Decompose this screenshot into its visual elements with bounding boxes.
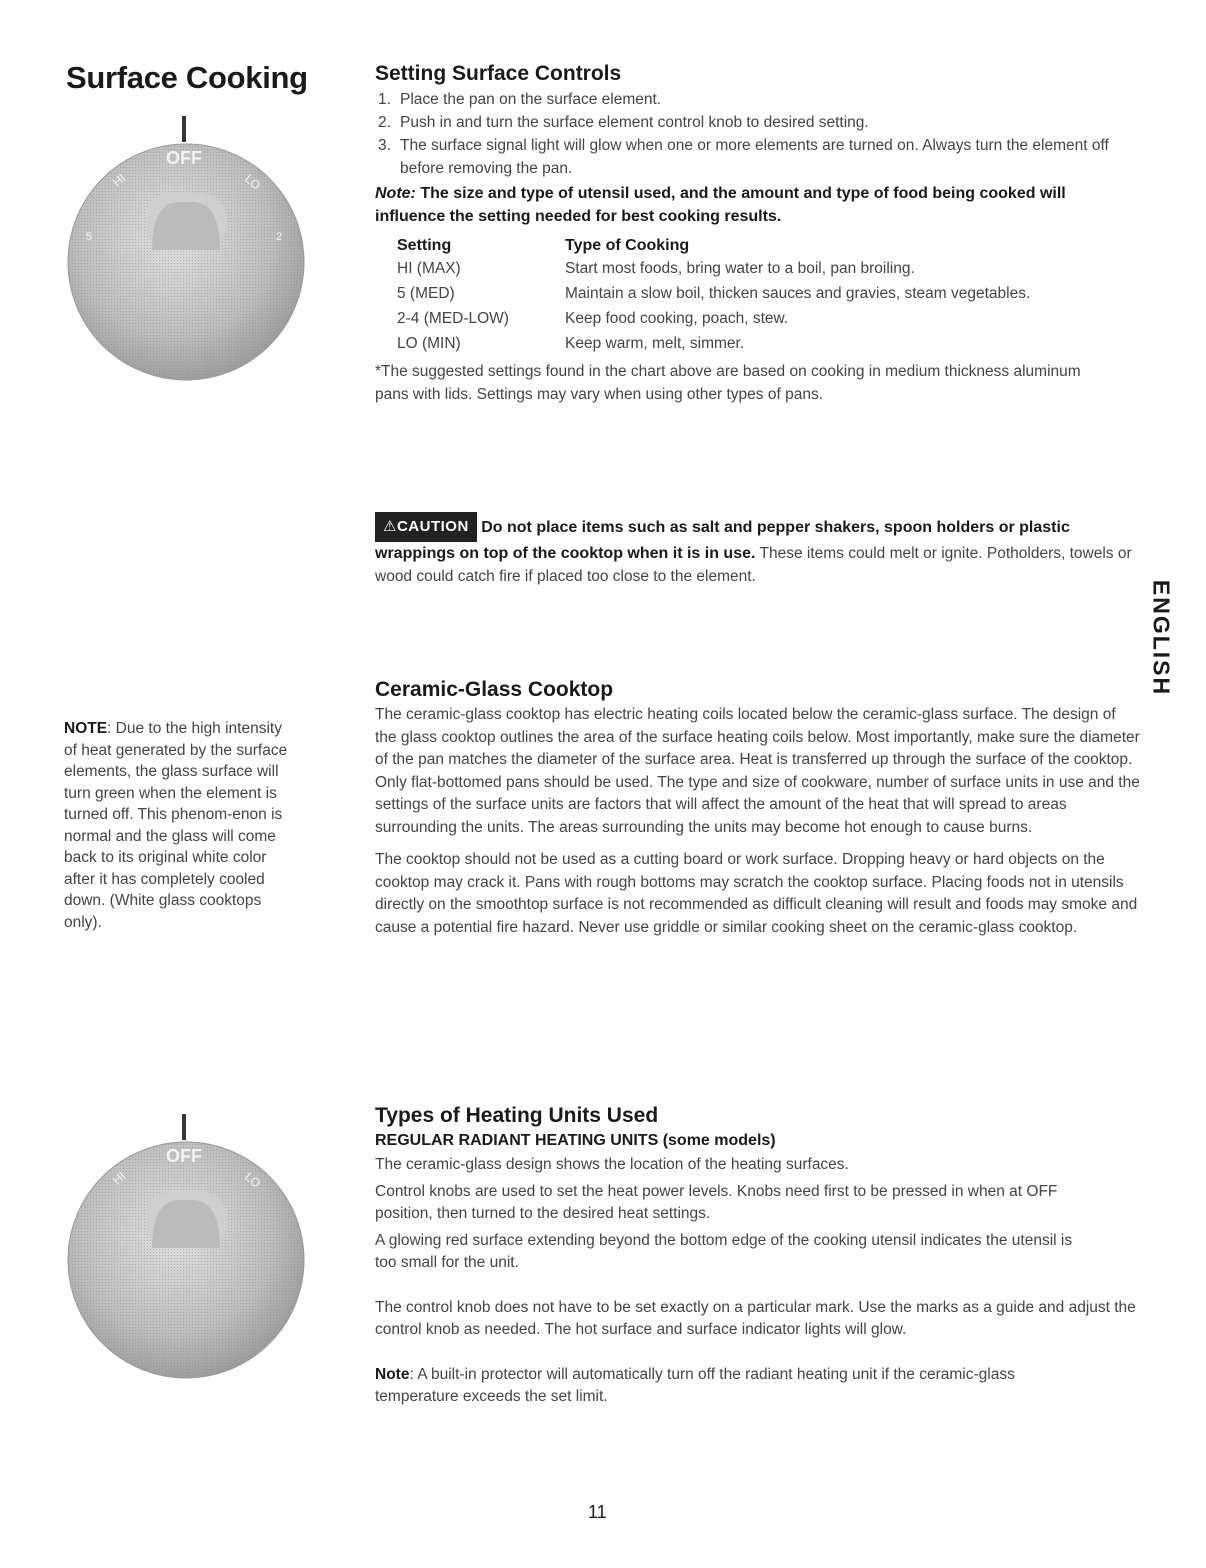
svg-text:HI: HI [109, 1168, 129, 1188]
heating-units-subheading: REGULAR RADIANT HEATING UNITS (some models) [375, 1132, 776, 1149]
caution-text: These items could melt or ignite. Potholders, towels or wood could catch fire if placed too close to the element. [375, 544, 1132, 585]
page-title: Surface Cooking [66, 60, 308, 95]
heating-paragraph-4: The control knob does not have to be set exactly on a particular mark. Use the marks as a guide and adjust the control knob as needed. The hot surface and surface indicator lights will glow. [375, 1298, 1136, 1338]
table-row: 2-4 (MED-LOW) Keep food cooking, poach, stew. [397, 310, 789, 327]
control-knob-illustration [62, 112, 322, 386]
side-note-text: : Due to the high intensity of heat generated by the surface elements, the glass surface will turn green when the element is turned off. This phenom-enon is normal and the glass will come back to its original white color after it has completely cooled down. (White glass cooktops only). [64, 720, 288, 931]
side-note [64, 718, 296, 933]
setting-surface-controls-section [375, 62, 1140, 406]
settings-footnote: *The suggested settings found in the chart above are based on cooking in medium thickness aluminum pans with lids. Settings may vary when using other types of pans. [375, 363, 1081, 403]
settings-note: Note: The size and type of utensil used, and the amount and type of food being cooked will influence the setting needed for best cooking results. [375, 185, 1066, 225]
svg-text:LO: LO [242, 171, 264, 193]
svg-text:LO: LO [242, 1169, 264, 1191]
heating-units-heading: Types of Heating Units Used [375, 1104, 659, 1127]
setting-surface-controls-heading: Setting Surface Controls [375, 62, 622, 85]
heating-units-section [375, 1104, 1140, 1409]
control-knob-illustration-2 [62, 1110, 322, 1384]
ceramic-glass-heading: Ceramic-Glass Cooktop [375, 678, 614, 701]
ceramic-paragraph-2: The cooktop should not be used as a cutting board or work surface. Dropping heavy or hard objects on the cooktop may crack it. Pans with rough bottoms may scratch the cooktop surface. Placing foods not in utensils directly on the smoothtop surface is not recommended as difficult cleaning will result and foods may smoke and cause a potential fire hazard. Never use griddle or similar cooking sheet on the ceramic-glass cooktop. [375, 851, 1138, 936]
page-number: 11 [588, 1502, 607, 1522]
table-row: HI (MAX) Start most foods, bring water to a boil, pan broiling. [397, 260, 915, 277]
table-row: 5 (MED) Maintain a slow boil, thicken sauces and gravies, steam vegetables. [397, 285, 1031, 302]
list-item: 3. The surface signal light will glow when one or more elements are turned on. Always turn the element off before removing the pan. [378, 137, 1109, 177]
svg-text:2: 2 [276, 231, 283, 243]
ceramic-glass-section [375, 678, 1140, 939]
caution-badge: ⚠CAUTION [375, 512, 477, 542]
heating-paragraph-2: Control knobs are used to set the heat power levels. Knobs need first to be pressed in when at OFF position, then turned to the desired heat settings. [375, 1182, 1058, 1222]
steps-list [375, 88, 1140, 180]
caution-block [375, 512, 1135, 589]
svg-text:5: 5 [86, 231, 93, 243]
heating-note: Note: A built-in protector will automatically turn off the radiant heating unit if the ceramic-glass temperature exceeds the set limit. [375, 1365, 1015, 1405]
table-row: LO (MIN) Keep warm, melt, simmer. [397, 335, 745, 352]
knob-off-label: OFF [166, 1146, 202, 1166]
knob-off-label: OFF [166, 148, 202, 168]
heating-paragraph-1: The ceramic-glass design shows the location of the heating surfaces. [375, 1156, 849, 1173]
caution-bold-text: Do not place items such as salt and pepper shakers, spoon holders or plastic wrappings on top of the cooktop when it is in use. [375, 519, 1070, 562]
note-label: Note: [375, 185, 416, 202]
table-header-row: Setting Type of Cooking [397, 237, 690, 254]
ceramic-paragraph-1: The ceramic-glass cooktop has electric heating coils located below the ceramic-glass surface. The design of the glass cooktop outlines the area of the surface heating coils below. Most importantly, make sure the diameter of the pan matches the diameter of the surface area. Heat is transferred up through the surface of the cooktop. Only flat-bottomed pans should be used. The type and size of cookware, number of surface units in use and the settings of the surface units are factors that will affect the amount of the heat that will spread to areas surrounding the units. The areas surrounding the units may become hot enough to cause burns. [375, 706, 1140, 836]
heating-note-label: Note [375, 1365, 410, 1383]
svg-text:HI: HI [109, 170, 129, 190]
language-side-tab: ENGLISH [1148, 579, 1175, 696]
list-item: 1. Place the pan on the surface element. [378, 91, 662, 108]
heating-paragraph-3: A glowing red surface extending beyond the bottom edge of the cooking utensil indicates the utensil is too small for the unit. [375, 1231, 1073, 1271]
list-item: 2. Push in and turn the surface element control knob to desired setting. [378, 114, 869, 131]
side-note-label: NOTE [64, 720, 108, 737]
settings-table [397, 234, 1045, 357]
